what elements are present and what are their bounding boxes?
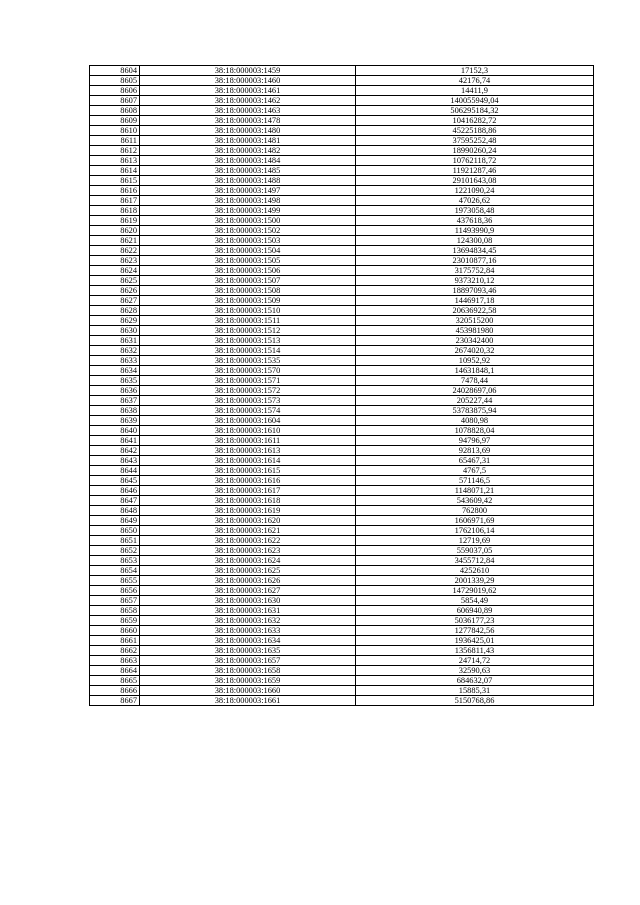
table-row	[90, 676, 594, 686]
row-number-cell: 8659	[90, 616, 140, 626]
table-row	[90, 266, 594, 276]
cadastral-number-cell: 38:18:000003:1459	[140, 66, 356, 76]
table-row	[90, 76, 594, 86]
value-cell: 684632,07	[356, 676, 594, 686]
row-number-cell: 8633	[90, 356, 140, 366]
row-number-cell: 8660	[90, 626, 140, 636]
cadastral-number-cell: 38:18:000003:1514	[140, 346, 356, 356]
table-row	[90, 156, 594, 166]
value-cell: 1078828,04	[356, 426, 594, 436]
row-number-cell: 8662	[90, 646, 140, 656]
table-row	[90, 616, 594, 626]
row-number-cell: 8619	[90, 216, 140, 226]
table-row	[90, 286, 594, 296]
row-number-cell: 8634	[90, 366, 140, 376]
table-row	[90, 436, 594, 446]
table-row	[90, 136, 594, 146]
table-row	[90, 166, 594, 176]
table-row	[90, 476, 594, 486]
value-cell: 205227,44	[356, 396, 594, 406]
table-row	[90, 516, 594, 526]
cadastral-number-cell: 38:18:000003:1498	[140, 196, 356, 206]
value-cell: 140055949,04	[356, 96, 594, 106]
value-cell: 17152,3	[356, 66, 594, 76]
value-cell: 506295184,32	[356, 106, 594, 116]
cadastral-number-cell: 38:18:000003:1463	[140, 106, 356, 116]
row-number-cell: 8667	[90, 696, 140, 706]
value-cell: 437618,36	[356, 216, 594, 226]
table-row	[90, 386, 594, 396]
value-cell: 92813,69	[356, 446, 594, 456]
value-cell: 11921287,46	[356, 166, 594, 176]
cadastral-number-cell: 38:18:000003:1497	[140, 186, 356, 196]
row-number-cell: 8607	[90, 96, 140, 106]
value-cell: 5854,49	[356, 596, 594, 606]
table-row	[90, 346, 594, 356]
row-number-cell: 8646	[90, 486, 140, 496]
cadastral-number-cell: 38:18:000003:1462	[140, 96, 356, 106]
table-row	[90, 596, 594, 606]
cadastral-number-cell: 38:18:000003:1631	[140, 606, 356, 616]
table-row	[90, 506, 594, 516]
table-row	[90, 176, 594, 186]
row-number-cell: 8645	[90, 476, 140, 486]
cadastral-number-cell: 38:18:000003:1626	[140, 576, 356, 586]
row-number-cell: 8630	[90, 326, 140, 336]
value-cell: 24028697,06	[356, 386, 594, 396]
value-cell: 65467,31	[356, 456, 594, 466]
row-number-cell: 8610	[90, 126, 140, 136]
row-number-cell: 8622	[90, 246, 140, 256]
value-cell: 230342400	[356, 336, 594, 346]
value-cell: 14411,9	[356, 86, 594, 96]
cadastral-number-cell: 38:18:000003:1481	[140, 136, 356, 146]
row-number-cell: 8635	[90, 376, 140, 386]
value-cell: 606940,89	[356, 606, 594, 616]
cadastral-number-cell: 38:18:000003:1573	[140, 396, 356, 406]
cadastral-number-cell: 38:18:000003:1505	[140, 256, 356, 266]
table-row	[90, 356, 594, 366]
value-cell: 15885,31	[356, 686, 594, 696]
cadastral-number-cell: 38:18:000003:1661	[140, 696, 356, 706]
row-number-cell: 8615	[90, 176, 140, 186]
row-number-cell: 8649	[90, 516, 140, 526]
row-number-cell: 8654	[90, 566, 140, 576]
row-number-cell: 8656	[90, 586, 140, 596]
table-row	[90, 496, 594, 506]
table-row	[90, 326, 594, 336]
table-row	[90, 556, 594, 566]
table-row	[90, 86, 594, 96]
cadastral-number-cell: 38:18:000003:1625	[140, 566, 356, 576]
cadastral-number-cell: 38:18:000003:1659	[140, 676, 356, 686]
cadastral-number-cell: 38:18:000003:1504	[140, 246, 356, 256]
cadastral-number-cell: 38:18:000003:1611	[140, 436, 356, 446]
row-number-cell: 8620	[90, 226, 140, 236]
table-row	[90, 666, 594, 676]
cadastral-value-table	[89, 65, 594, 706]
value-cell: 124300,08	[356, 236, 594, 246]
cadastral-number-cell: 38:18:000003:1510	[140, 306, 356, 316]
row-number-cell: 8638	[90, 406, 140, 416]
value-cell: 320515200	[356, 316, 594, 326]
cadastral-number-cell: 38:18:000003:1660	[140, 686, 356, 696]
row-number-cell: 8642	[90, 446, 140, 456]
table-row	[90, 566, 594, 576]
value-cell: 24714,72	[356, 656, 594, 666]
cadastral-number-cell: 38:18:000003:1657	[140, 656, 356, 666]
table-row	[90, 416, 594, 426]
table-row	[90, 366, 594, 376]
table-row	[90, 206, 594, 216]
table-row	[90, 606, 594, 616]
table-row	[90, 646, 594, 656]
row-number-cell: 8652	[90, 546, 140, 556]
row-number-cell: 8614	[90, 166, 140, 176]
value-cell: 4767,5	[356, 466, 594, 476]
value-cell: 11493990,9	[356, 226, 594, 236]
cadastral-number-cell: 38:18:000003:1507	[140, 276, 356, 286]
cadastral-number-cell: 38:18:000003:1506	[140, 266, 356, 276]
value-cell: 94796,97	[356, 436, 594, 446]
table-row	[90, 626, 594, 636]
row-number-cell: 8613	[90, 156, 140, 166]
value-cell: 1446917,18	[356, 296, 594, 306]
row-number-cell: 8611	[90, 136, 140, 146]
row-number-cell: 8605	[90, 76, 140, 86]
cadastral-number-cell: 38:18:000003:1499	[140, 206, 356, 216]
row-number-cell: 8650	[90, 526, 140, 536]
row-number-cell: 8617	[90, 196, 140, 206]
value-cell: 1221090,24	[356, 186, 594, 196]
table-row	[90, 336, 594, 346]
value-cell: 37595252,48	[356, 136, 594, 146]
cadastral-number-cell: 38:18:000003:1614	[140, 456, 356, 466]
cadastral-number-cell: 38:18:000003:1488	[140, 176, 356, 186]
row-number-cell: 8651	[90, 536, 140, 546]
value-cell: 1936425,01	[356, 636, 594, 646]
row-number-cell: 8658	[90, 606, 140, 616]
value-cell: 2674020,32	[356, 346, 594, 356]
row-number-cell: 8647	[90, 496, 140, 506]
value-cell: 18897093,46	[356, 286, 594, 296]
row-number-cell: 8626	[90, 286, 140, 296]
table-row	[90, 426, 594, 436]
table-row	[90, 316, 594, 326]
row-number-cell: 8618	[90, 206, 140, 216]
value-cell: 5036177,23	[356, 616, 594, 626]
row-number-cell: 8632	[90, 346, 140, 356]
cadastral-number-cell: 38:18:000003:1571	[140, 376, 356, 386]
cadastral-number-cell: 38:18:000003:1484	[140, 156, 356, 166]
cadastral-number-cell: 38:18:000003:1480	[140, 126, 356, 136]
row-number-cell: 8637	[90, 396, 140, 406]
value-cell: 13694834,45	[356, 246, 594, 256]
table-row	[90, 576, 594, 586]
row-number-cell: 8628	[90, 306, 140, 316]
value-cell: 12719,69	[356, 536, 594, 546]
row-number-cell: 8655	[90, 576, 140, 586]
cadastral-number-cell: 38:18:000003:1503	[140, 236, 356, 246]
cadastral-number-cell: 38:18:000003:1618	[140, 496, 356, 506]
table-row	[90, 226, 594, 236]
cadastral-number-cell: 38:18:000003:1621	[140, 526, 356, 536]
table-row	[90, 116, 594, 126]
table-row	[90, 306, 594, 316]
cadastral-number-cell: 38:18:000003:1627	[140, 586, 356, 596]
cadastral-number-cell: 38:18:000003:1535	[140, 356, 356, 366]
value-cell: 53783875,94	[356, 406, 594, 416]
row-number-cell: 8621	[90, 236, 140, 246]
row-number-cell: 8643	[90, 456, 140, 466]
cadastral-number-cell: 38:18:000003:1502	[140, 226, 356, 236]
value-cell: 10416282,72	[356, 116, 594, 126]
row-number-cell: 8657	[90, 596, 140, 606]
row-number-cell: 8661	[90, 636, 140, 646]
cadastral-number-cell: 38:18:000003:1610	[140, 426, 356, 436]
row-number-cell: 8608	[90, 106, 140, 116]
value-cell: 571146,5	[356, 476, 594, 486]
table-row	[90, 536, 594, 546]
value-cell: 3175752,84	[356, 266, 594, 276]
table-row	[90, 396, 594, 406]
value-cell: 47026,62	[356, 196, 594, 206]
value-cell: 23010877,16	[356, 256, 594, 266]
value-cell: 18990260,24	[356, 146, 594, 156]
value-cell: 4080,98	[356, 416, 594, 426]
table-row	[90, 636, 594, 646]
table-row	[90, 486, 594, 496]
table-row	[90, 526, 594, 536]
cadastral-number-cell: 38:18:000003:1617	[140, 486, 356, 496]
row-number-cell: 8631	[90, 336, 140, 346]
cadastral-number-cell: 38:18:000003:1616	[140, 476, 356, 486]
cadastral-number-cell: 38:18:000003:1613	[140, 446, 356, 456]
row-number-cell: 8644	[90, 466, 140, 476]
value-cell: 762800	[356, 506, 594, 516]
value-cell: 559037,05	[356, 546, 594, 556]
table-row	[90, 96, 594, 106]
row-number-cell: 8623	[90, 256, 140, 266]
cadastral-number-cell: 38:18:000003:1482	[140, 146, 356, 156]
row-number-cell: 8641	[90, 436, 140, 446]
row-number-cell: 8648	[90, 506, 140, 516]
table-row	[90, 546, 594, 556]
table-row	[90, 146, 594, 156]
table-row	[90, 376, 594, 386]
row-number-cell: 8666	[90, 686, 140, 696]
value-cell: 1148071,21	[356, 486, 594, 496]
table-row	[90, 106, 594, 116]
table-row	[90, 236, 594, 246]
table-row	[90, 196, 594, 206]
row-number-cell: 8639	[90, 416, 140, 426]
table-row	[90, 186, 594, 196]
cadastral-number-cell: 38:18:000003:1460	[140, 76, 356, 86]
table-row	[90, 296, 594, 306]
table-row	[90, 456, 594, 466]
row-number-cell: 8640	[90, 426, 140, 436]
value-cell: 10762118,72	[356, 156, 594, 166]
row-number-cell: 8664	[90, 666, 140, 676]
value-cell: 1277842,56	[356, 626, 594, 636]
row-number-cell: 8627	[90, 296, 140, 306]
table-row	[90, 276, 594, 286]
value-cell: 1973058,48	[356, 206, 594, 216]
cadastral-number-cell: 38:18:000003:1632	[140, 616, 356, 626]
table-row	[90, 446, 594, 456]
cadastral-number-cell: 38:18:000003:1615	[140, 466, 356, 476]
cadastral-number-cell: 38:18:000003:1509	[140, 296, 356, 306]
value-cell: 14631848,1	[356, 366, 594, 376]
table-row	[90, 216, 594, 226]
cadastral-number-cell: 38:18:000003:1508	[140, 286, 356, 296]
cadastral-number-cell: 38:18:000003:1619	[140, 506, 356, 516]
table-body	[90, 66, 594, 706]
cadastral-number-cell: 38:18:000003:1623	[140, 546, 356, 556]
table-row	[90, 656, 594, 666]
cadastral-number-cell: 38:18:000003:1461	[140, 86, 356, 96]
value-cell: 7478,44	[356, 376, 594, 386]
cadastral-number-cell: 38:18:000003:1570	[140, 366, 356, 376]
row-number-cell: 8616	[90, 186, 140, 196]
cadastral-number-cell: 38:18:000003:1635	[140, 646, 356, 656]
table-row	[90, 686, 594, 696]
value-cell: 4252610	[356, 566, 594, 576]
value-cell: 1606971,69	[356, 516, 594, 526]
row-number-cell: 8665	[90, 676, 140, 686]
value-cell: 2001339,29	[356, 576, 594, 586]
row-number-cell: 8653	[90, 556, 140, 566]
value-cell: 32590,63	[356, 666, 594, 676]
cadastral-number-cell: 38:18:000003:1500	[140, 216, 356, 226]
table-row	[90, 696, 594, 706]
table-row	[90, 246, 594, 256]
row-number-cell: 8624	[90, 266, 140, 276]
row-number-cell: 8636	[90, 386, 140, 396]
cadastral-number-cell: 38:18:000003:1634	[140, 636, 356, 646]
value-cell: 9373210,12	[356, 276, 594, 286]
cadastral-number-cell: 38:18:000003:1512	[140, 326, 356, 336]
row-number-cell: 8625	[90, 276, 140, 286]
table-row	[90, 126, 594, 136]
value-cell: 20636922,58	[356, 306, 594, 316]
value-cell: 5150768,86	[356, 696, 594, 706]
cadastral-number-cell: 38:18:000003:1633	[140, 626, 356, 636]
value-cell: 453981980	[356, 326, 594, 336]
value-cell: 42176,74	[356, 76, 594, 86]
cadastral-number-cell: 38:18:000003:1485	[140, 166, 356, 176]
value-cell: 1762106,14	[356, 526, 594, 536]
cadastral-number-cell: 38:18:000003:1511	[140, 316, 356, 326]
cadastral-number-cell: 38:18:000003:1478	[140, 116, 356, 126]
table-row	[90, 586, 594, 596]
row-number-cell: 8663	[90, 656, 140, 666]
cadastral-number-cell: 38:18:000003:1513	[140, 336, 356, 346]
cadastral-number-cell: 38:18:000003:1622	[140, 536, 356, 546]
cadastral-number-cell: 38:18:000003:1658	[140, 666, 356, 676]
cadastral-number-cell: 38:18:000003:1572	[140, 386, 356, 396]
cadastral-number-cell: 38:18:000003:1630	[140, 596, 356, 606]
value-cell: 14729019,62	[356, 586, 594, 596]
table-row	[90, 466, 594, 476]
row-number-cell: 8612	[90, 146, 140, 156]
row-number-cell: 8606	[90, 86, 140, 96]
cadastral-number-cell: 38:18:000003:1604	[140, 416, 356, 426]
value-cell: 543609,42	[356, 496, 594, 506]
value-cell: 3455712,84	[356, 556, 594, 566]
value-cell: 10952,92	[356, 356, 594, 366]
table-row	[90, 66, 594, 76]
value-cell: 29101643,08	[356, 176, 594, 186]
table-row	[90, 256, 594, 266]
cadastral-number-cell: 38:18:000003:1624	[140, 556, 356, 566]
table-row	[90, 406, 594, 416]
cadastral-number-cell: 38:18:000003:1620	[140, 516, 356, 526]
value-cell: 1356811,43	[356, 646, 594, 656]
cadastral-number-cell: 38:18:000003:1574	[140, 406, 356, 416]
value-cell: 45225188,86	[356, 126, 594, 136]
row-number-cell: 8604	[90, 66, 140, 76]
row-number-cell: 8609	[90, 116, 140, 126]
row-number-cell: 8629	[90, 316, 140, 326]
